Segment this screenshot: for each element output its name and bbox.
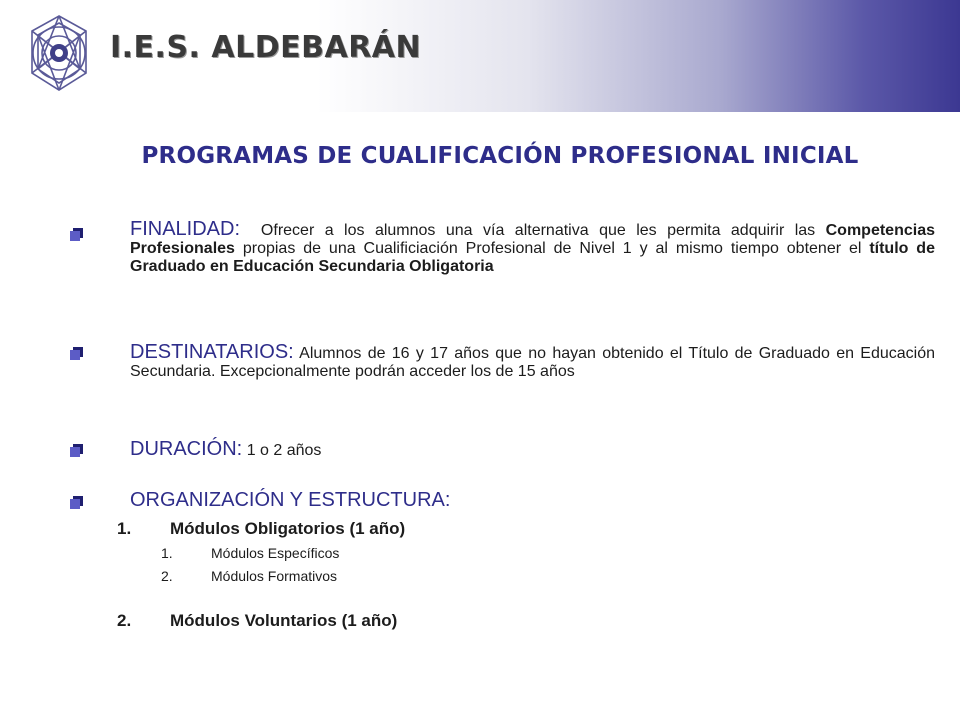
finalidad-bold-2: título de Graduado en Educación Secundaria Obligatoria — [130, 240, 935, 275]
sub-list-number: 2. — [161, 568, 173, 584]
list-label: Módulos Obligatorios (1 año) — [170, 519, 406, 538]
bullet-icon — [70, 444, 84, 458]
bullet-icon — [70, 228, 84, 242]
destinatarios-item — [130, 343, 935, 381]
finalidad-text-1: Ofrecer a los alumnos una vía alternativa que les permita adquirir las — [260, 222, 816, 239]
sub-list-item — [161, 545, 339, 561]
slide-title: PROGRAMAS DE CUALIFICACIÓN PROFESIONAL INICIAL — [141, 143, 859, 169]
list-number: 2. — [117, 611, 132, 630]
finalidad-label: FINALIDAD: — [130, 218, 241, 240]
list-item — [117, 611, 397, 631]
destinatarios-label: DESTINATARIOS: — [130, 341, 294, 363]
finalidad-bold-1: Competencias Profesionales — [130, 222, 935, 257]
finalidad-paragraph — [130, 220, 935, 276]
duracion-label: DURACIÓN: — [130, 438, 243, 460]
sub-list-label: Módulos Específicos — [211, 545, 340, 561]
list-label: Módulos Voluntarios (1 año) — [170, 611, 398, 630]
finalidad-text-2: propias de una Cualificiación Profesional de Nivel 1 y al mismo tiempo obtener el — [242, 240, 862, 257]
sub-list-item — [161, 568, 337, 584]
organizacion-item — [130, 491, 935, 511]
destinatarios-text: Alumnos de 16 y 17 años que no hayan obtenido el Título de Graduado en Educación Secundaria. Excepcionalmente podrán acceder los de 15 años — [130, 345, 936, 380]
destinatarios-paragraph — [130, 343, 935, 381]
sub-list-number: 1. — [161, 545, 173, 561]
list-number: 1. — [117, 519, 132, 538]
school-emblem-icon — [22, 12, 96, 96]
finalidad-item — [130, 220, 935, 276]
sub-list-label: Módulos Formativos — [211, 568, 338, 584]
school-logo-text: I.E.S. ALDEBARÁN — [110, 30, 422, 65]
duracion-item — [130, 440, 935, 460]
duracion-text: 1 o 2 años — [246, 442, 322, 459]
bullet-icon — [70, 496, 84, 510]
organizacion-label: ORGANIZACIÓN Y ESTRUCTURA: — [130, 489, 451, 511]
list-item — [117, 519, 405, 539]
bullet-icon — [70, 347, 84, 361]
